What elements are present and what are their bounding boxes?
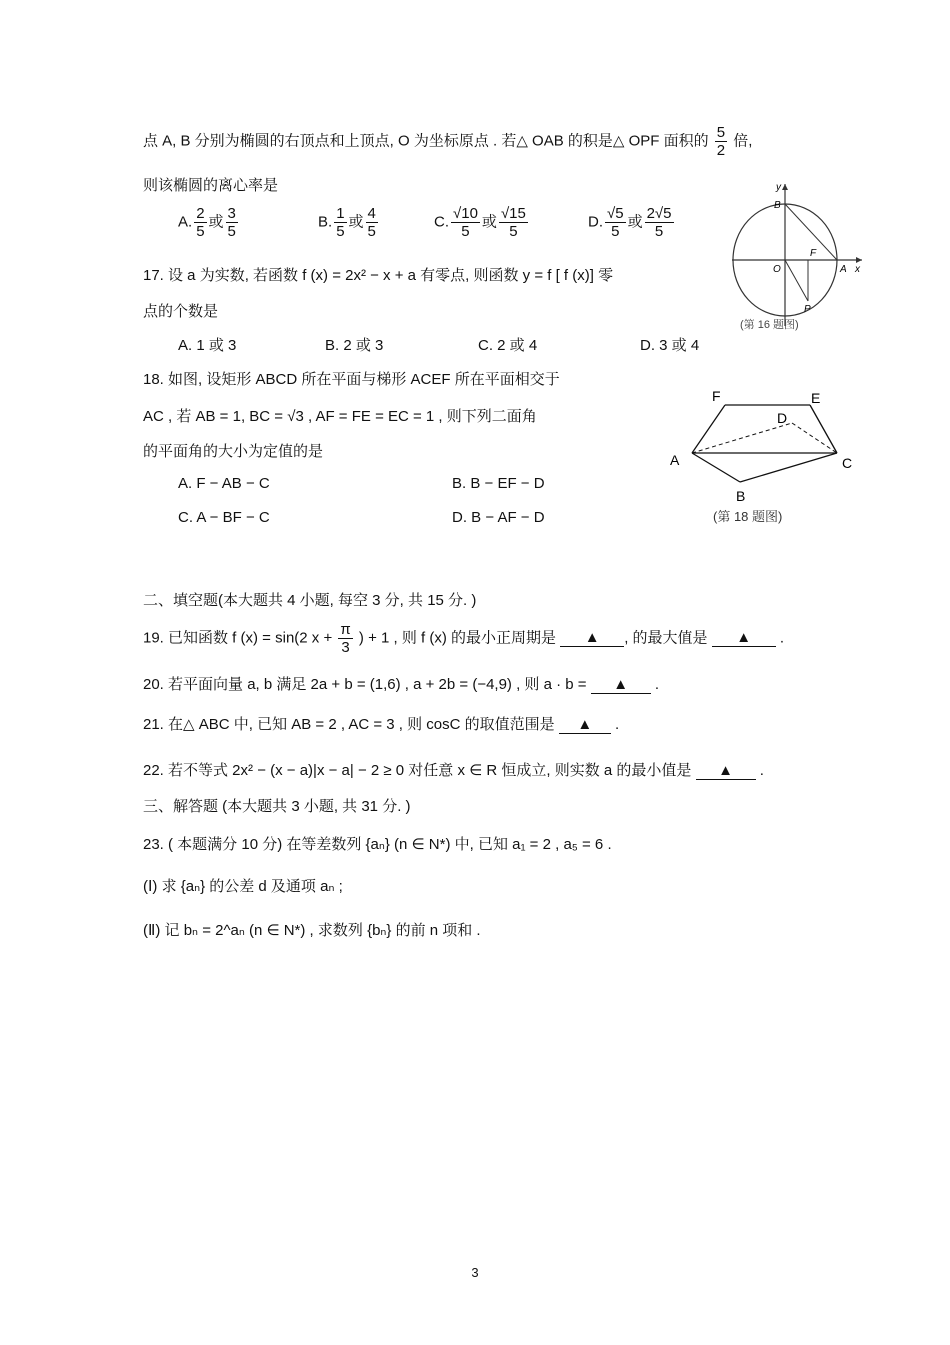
fig16-label-y: y: [776, 182, 781, 193]
section3-heading: 三、解答题 (本大题共 3 小题, 共 31 分. ): [143, 798, 411, 815]
q16-option-or: 或: [208, 213, 224, 231]
q19-pre: 19. 已知函数 f (x) = sin(2 x +: [143, 629, 333, 647]
fig16-label-o: O: [773, 264, 781, 275]
q23-line1: 23. ( 本题满分 10 分) 在等差数列 {aₙ} (n ∈ N*) 中, 已知 a₁ = 2 , a₅ = 6 .: [143, 836, 612, 853]
frac-numerator: √15: [500, 205, 526, 222]
q16-fraction: [715, 124, 727, 159]
fig16-label-f: F: [810, 248, 817, 259]
q16-option-frac-b: [226, 205, 238, 240]
fig16-label-p: P: [804, 304, 811, 315]
q22-blank[interactable]: ▲: [696, 762, 756, 780]
fig18-label-e: E: [811, 390, 821, 406]
fig16-label-a: A: [840, 264, 847, 275]
q18-line1: 18. 如图, 设矩形 ABCD 所在平面与梯形 ACEF 所在平面相交于: [143, 371, 560, 388]
q16-option-frac-a: [334, 205, 346, 240]
frac-denominator: 5: [461, 223, 470, 240]
fig18-label-f: F: [712, 388, 721, 404]
q16-option-label: B.: [318, 213, 333, 231]
frac-denominator: 5: [196, 223, 205, 240]
q19-post: ) + 1 , 则 f (x) 的最小正周期是: [358, 629, 557, 647]
frac-numerator: 3: [227, 205, 236, 222]
q16-option-frac-a: [451, 205, 480, 240]
q19-fraction: [338, 621, 352, 656]
q17-line1: 17. 设 a 为实数, 若函数 f (x) = 2x² − x + a 有零点, 则函数 y = f [ f (x)] 零: [143, 267, 614, 284]
q19-line: [143, 621, 784, 656]
frac-denominator: 5: [367, 223, 376, 240]
q16-option-frac-a: [194, 205, 206, 240]
fig18-edge-ec: [810, 405, 837, 453]
fig16-label-b: B: [774, 200, 781, 211]
q17-option-d: D. 3 或 4: [640, 337, 700, 354]
q16-option-frac-a: [605, 205, 626, 240]
fig16-caption: (第 16 题图): [740, 319, 799, 331]
section2-heading: 二、填空题(本大题共 4 小题, 每空 3 分, 共 15 分. ): [143, 592, 477, 609]
fig16-x-arrow: [856, 257, 862, 263]
figure-18: [665, 385, 865, 530]
q23-part1: (Ⅰ) 求 {aₙ} 的公差 d 及通项 aₙ ;: [143, 878, 343, 895]
fig18-edge-dc: [792, 423, 837, 453]
q16-option-frac-b: [499, 205, 528, 240]
q16-option-b: [318, 205, 380, 240]
q17-option-a: A. 1 或 3: [178, 337, 237, 354]
q16-frac-den: 2: [716, 142, 726, 159]
q18-line3: 的平面角的大小为定值的是: [143, 443, 324, 460]
fig18-edge-ad: [692, 423, 792, 453]
fig18-edge-bc: [740, 453, 837, 482]
frac-numerator: 2: [196, 205, 205, 222]
q16-option-d: [588, 205, 676, 240]
q16-option-or: 或: [348, 213, 364, 231]
fig16-line-op: [785, 260, 808, 301]
frac-numerator: 2√5: [646, 205, 672, 222]
q16-option-label: D.: [588, 213, 603, 231]
frac-denominator: 5: [509, 223, 518, 240]
fig18-label-b: B: [736, 488, 746, 504]
q16-line1-end: 倍,: [733, 132, 753, 150]
page-number: 3: [471, 1265, 479, 1280]
q17-line2: 点的个数是: [143, 303, 219, 320]
frac-denominator: 5: [227, 223, 236, 240]
q16-option-frac-b: [366, 205, 378, 240]
q18-option-c: C. A − BF − C: [178, 509, 270, 526]
q16-line1: [143, 124, 752, 159]
q23-part2: (Ⅱ) 记 bₙ = 2^aₙ (n ∈ N*) , 求数列 {bₙ} 的前 n 项和 .: [143, 922, 481, 939]
q18-line2: AC , 若 AB = 1, BC = √3 , AF = FE = EC = 1 , 则下列二面角: [143, 408, 537, 425]
fig18-label-a: A: [670, 452, 680, 468]
q18-option-b: B. B − EF − D: [452, 475, 545, 492]
q19-end: .: [779, 629, 785, 647]
q22-text: 22. 若不等式 2x² − (x − a)|x − a| − 2 ≥ 0 对任意 x ∈ R 恒成立, 则实数 a 的最小值是: [143, 762, 692, 779]
q20-blank[interactable]: ▲: [591, 676, 651, 694]
q19-frac-pi: π: [340, 621, 351, 638]
fig18-label-c: C: [842, 455, 853, 471]
fig16-y-arrow: [782, 184, 788, 190]
q17-option-b: B. 2 或 3: [325, 337, 384, 354]
q18-option-d: D. B − AF − D: [452, 509, 545, 526]
frac-denominator: 5: [611, 223, 620, 240]
q16-option-a: [178, 205, 240, 240]
q19-frac-three: 3: [341, 639, 350, 656]
frac-numerator: 1: [336, 205, 345, 222]
frac-denominator: 5: [336, 223, 345, 240]
fig18-edge-ab: [692, 453, 740, 482]
frac-numerator: √5: [607, 205, 624, 222]
fig18-label-d: D: [777, 410, 788, 426]
q19-blank-period[interactable]: ▲: [560, 629, 624, 647]
q16-line2: 则该椭圆的离心率是: [143, 177, 279, 194]
fig16-label-x: x: [855, 264, 860, 275]
q16-option-or: 或: [481, 213, 497, 231]
q20-end: .: [654, 676, 660, 693]
q20-text: 20. 若平面向量 a, b 满足 2a + b = (1,6) , a + 2b = (−4,9) , 则 a · b =: [143, 676, 587, 693]
q21-text: 21. 在△ ABC 中, 已知 AB = 2 , AC = 3 , 则 cosC 的取值范围是: [143, 716, 555, 733]
q21-line: [143, 713, 619, 734]
q16-frac-num: 5: [716, 124, 726, 141]
q19-mid: , 的最大值是: [624, 629, 708, 647]
q16-option-or: 或: [627, 213, 643, 231]
fig18-edge-fa: [692, 405, 725, 453]
q22-line: [143, 759, 764, 780]
q21-end: .: [615, 716, 620, 733]
frac-numerator: √10: [453, 205, 478, 222]
q19-blank-max[interactable]: ▲: [712, 629, 776, 647]
q16-option-label: C.: [434, 213, 449, 231]
frac-denominator: 5: [654, 223, 664, 240]
q18-option-a: A. F − AB − C: [178, 475, 270, 492]
q16-option-label: A.: [178, 213, 193, 231]
figure-16: [722, 176, 872, 338]
frac-numerator: 4: [367, 205, 376, 222]
q22-end: .: [759, 762, 764, 779]
q16-option-c: [434, 205, 530, 240]
q16-option-frac-b: [645, 205, 674, 240]
q17-option-c: C. 2 或 4: [478, 337, 538, 354]
q20-line: [143, 673, 659, 694]
q16-line1-text: 点 A, B 分别为椭圆的右顶点和上顶点, O 为坐标原点 . 若△ OAB 的积是△ OPF 面积的: [143, 132, 709, 150]
q21-blank[interactable]: ▲: [559, 716, 611, 734]
fig18-caption: (第 18 题图): [713, 509, 783, 524]
